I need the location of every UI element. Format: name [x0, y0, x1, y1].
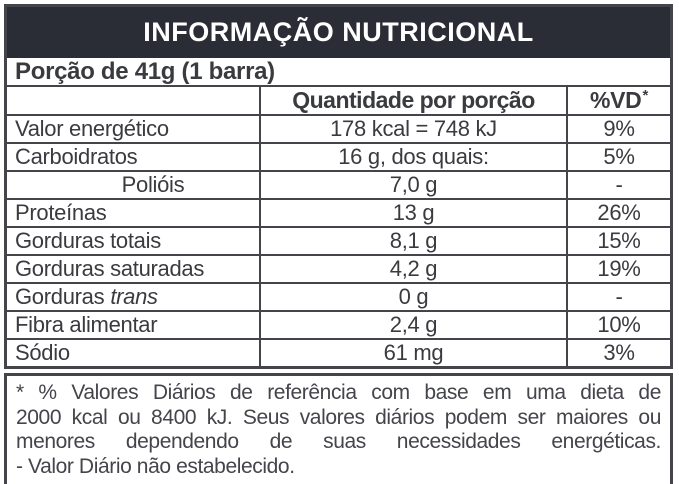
table-row: [7, 256, 670, 284]
quantity-value: 7,0 g: [261, 172, 568, 198]
quantity-column-header: Quantidade por porção: [261, 87, 568, 114]
portion-text: Porção de 41g (1 barra): [15, 57, 275, 85]
page-title: INFORMAÇÃO NUTRICIONAL: [143, 17, 534, 47]
dv-value: 19%: [597, 256, 641, 281]
table-row: [7, 340, 670, 366]
nutrient-label: Gorduras saturadas: [7, 256, 261, 282]
footnote-line: * % Valores Diários de referência com base em uma dieta de: [16, 381, 661, 404]
quantity-value: 8,1 g: [261, 228, 568, 254]
table-row: [7, 172, 670, 200]
nutrient-label-text: Gorduras: [15, 284, 105, 309]
table-row: [7, 312, 670, 340]
column-header-row: [7, 87, 670, 116]
quantity-value: 16 g, dos quais:: [261, 144, 568, 170]
dv-column-header: %VD *: [589, 87, 649, 113]
nutrient-column-header: [7, 87, 261, 114]
footnote-line: menores dependendo de suas necessidades energéticas.: [16, 430, 661, 453]
nutrient-label: Valor energético: [7, 116, 261, 142]
dv-value: 5%: [603, 144, 635, 169]
quantity-value: 2,4 g: [261, 312, 568, 338]
quantity-value: 61 mg: [261, 340, 568, 366]
quantity-value: 4,2 g: [261, 256, 568, 282]
dv-value: 9%: [603, 116, 635, 141]
nutrient-label: Proteínas: [7, 200, 261, 226]
dv-value: -: [615, 284, 623, 309]
nutrition-table: [4, 4, 673, 369]
quantity-value: 178 kcal = 748 kJ: [261, 116, 568, 142]
portion-row: [7, 58, 670, 87]
dv-value: 26%: [597, 200, 641, 225]
footnote-line: - Valor Diário não estabelecido.: [16, 454, 295, 478]
nutrient-label-italic: trans: [110, 284, 158, 309]
title-bar: [7, 7, 670, 58]
nutrient-label: Polióis: [7, 172, 261, 198]
quantity-value: 13 g: [261, 200, 568, 226]
table-row: [7, 144, 670, 172]
footnote-line: 2000 kcal ou 8400 kJ. Seus valores diários podem ser maiores ou: [16, 405, 661, 429]
dv-header-label: %VD: [589, 87, 642, 113]
table-row: [7, 116, 670, 144]
nutrient-label: Gorduras totais: [7, 228, 261, 254]
dv-value: 15%: [597, 228, 641, 253]
dv-value: 10%: [597, 312, 641, 337]
table-row: [7, 284, 670, 312]
nutrient-label: Sódio: [7, 340, 261, 366]
nutrient-label: [7, 284, 261, 310]
quantity-value: 0 g: [261, 284, 568, 310]
nutrient-label: Fibra alimentar: [7, 312, 261, 338]
table-row: [7, 228, 670, 256]
nutrient-label: Carboidratos: [7, 144, 261, 170]
footnote: [4, 373, 673, 484]
dv-value: -: [615, 172, 623, 197]
table-row: [7, 200, 670, 228]
dv-value: 3%: [603, 340, 635, 365]
